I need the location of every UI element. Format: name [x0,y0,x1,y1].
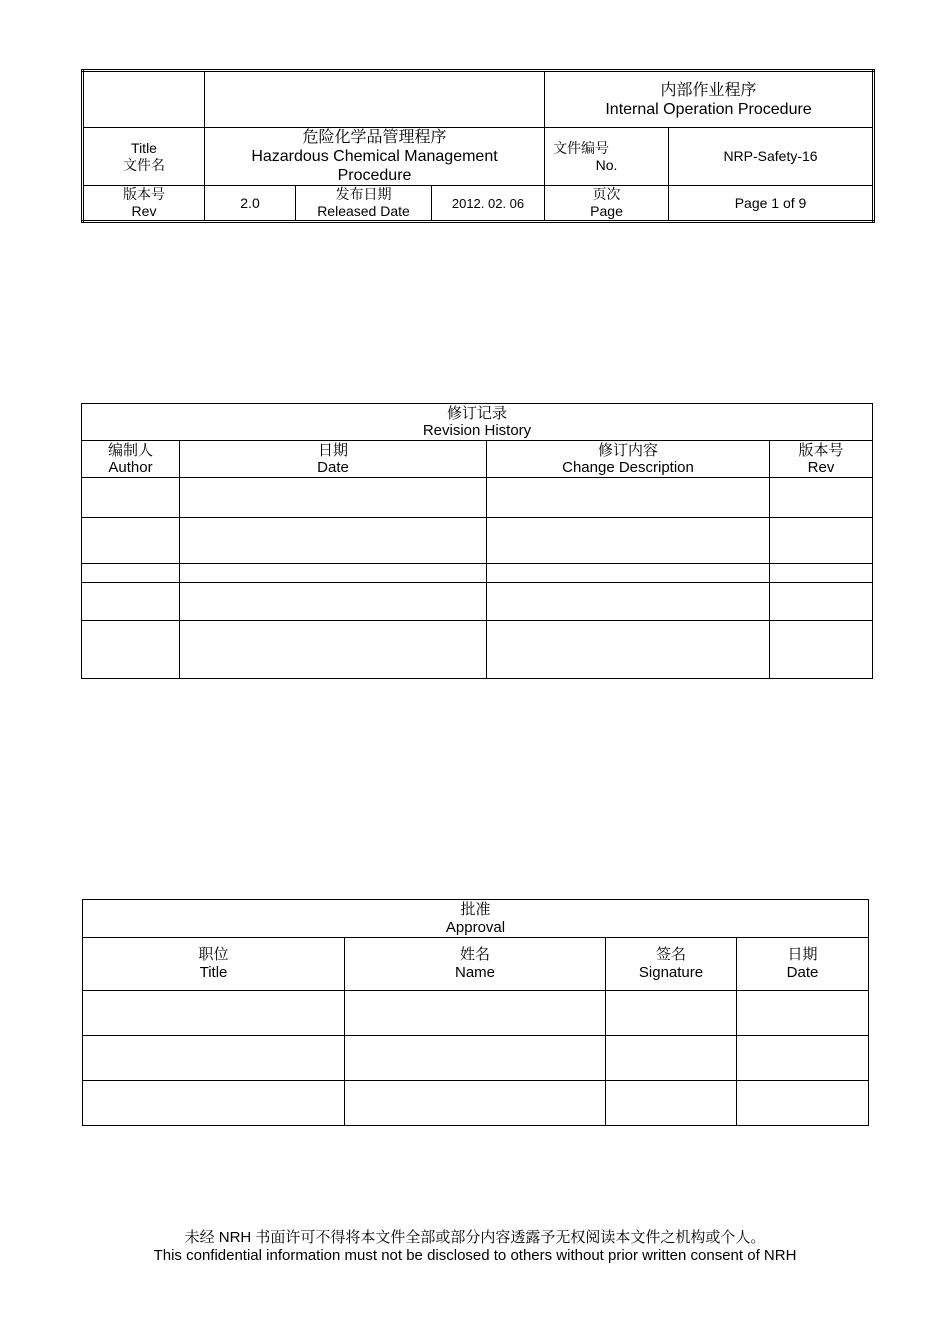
revision-cell [180,564,487,583]
revision-col-date [180,441,487,478]
page-label-cell [545,186,669,222]
doc-no-label-en: No. [595,156,618,173]
revision-header-row [82,441,873,478]
revision-history-title [82,404,873,441]
footer-line-en: This confidential information must not be disclosed to others without prior written consent of NRH [153,1247,797,1264]
logo-cell [83,71,205,128]
confidentiality-footer [0,1229,950,1265]
approval-cell [83,1036,345,1081]
document-type-cn: 内部作业程序 [660,81,757,99]
revision-col-description-en: Change Description [562,459,694,476]
footer-line-cn: 未经 NRH 书面许可不得将本文件全部或部分内容透露予无权阅读本文件之机构或个人。 [184,1229,766,1246]
title-label-cell [83,128,205,186]
approval-header-row [83,938,869,991]
approval-col-date [737,938,869,991]
approval-col-signature-en: Signature [638,964,704,981]
title-value-en-line2: Procedure [337,167,412,184]
revision-col-author [82,441,180,478]
revision-cell [180,478,487,518]
document-type-cell [545,71,874,128]
approval-col-name-cn: 姓名 [459,946,490,963]
revision-col-description [487,441,770,478]
approval-col-title-cn: 职位 [198,946,229,963]
rev-value: 2.0 [205,186,296,222]
revision-col-rev-en: Rev [807,459,835,476]
revision-col-description-cn: 修订内容 [597,442,658,459]
revision-row [82,621,873,679]
revision-cell [180,621,487,679]
approval-title-en: Approval [445,918,506,936]
title-value-cn: 危险化学品管理程序 [302,129,447,146]
revision-cell [82,564,180,583]
approval-cell [606,1081,737,1126]
approval-col-title [83,938,345,991]
revision-row [82,564,873,583]
approval-cell [345,1036,606,1081]
revision-cell [487,564,770,583]
approval-cell [345,1081,606,1126]
revision-col-date-en: Date [317,459,349,476]
doc-no-value: NRP-Safety-16 [669,128,874,186]
approval-col-date-cn: 日期 [787,946,818,963]
revision-history-title-cn: 修订记录 [446,405,507,422]
approval-cell [345,991,606,1036]
rev-label-en: Rev [131,203,157,219]
release-label-en: Released Date [317,203,410,219]
revision-cell [487,478,770,518]
revision-cell [770,564,873,583]
revision-cell [487,518,770,564]
approval-cell [737,991,869,1036]
approval-col-title-en: Title [199,964,228,981]
revision-col-author-en: Author [108,459,153,476]
revision-cell [180,583,487,621]
revision-row [82,478,873,518]
revision-cell [770,478,873,518]
revision-col-author-cn: 编制人 [107,442,153,459]
rev-label-cn: 版本号 [123,186,165,202]
title-label-en: Title [131,139,157,156]
revision-cell [770,583,873,621]
approval-col-date-en: Date [786,964,819,981]
rev-label-cell [83,186,205,222]
approval-title [83,900,869,938]
page-label-en: Page [590,203,623,219]
revision-cell [82,518,180,564]
approval-cell [606,1036,737,1081]
company-cell [205,71,545,128]
approval-col-name-en: Name [454,964,495,981]
approval-col-signature-cn: 签名 [655,946,686,963]
release-label-cell [296,186,432,222]
title-value-en-line1: Hazardous Chemical Management [251,148,498,165]
approval-cell [606,991,737,1036]
revision-history-title-en: Revision History [422,422,532,439]
revision-cell [487,583,770,621]
revision-cell [770,518,873,564]
approval-cell [83,1081,345,1126]
approval-col-name [345,938,606,991]
revision-col-rev-cn: 版本号 [798,442,844,459]
revision-col-date-cn: 日期 [317,442,348,459]
release-date-value: 2012. 02. 06 [432,186,545,222]
title-label-cn: 文件名 [123,156,165,173]
approval-cell [83,991,345,1036]
document-header-table [81,69,875,223]
approval-cell [737,1036,869,1081]
revision-cell [82,478,180,518]
revision-history-table [81,403,873,679]
approval-row [83,1036,869,1081]
document-type-en: Internal Operation Procedure [605,100,812,118]
approval-row [83,991,869,1036]
doc-no-label-cell [545,128,669,186]
revision-row [82,583,873,621]
revision-cell [82,621,180,679]
revision-cell [487,621,770,679]
page-value: Page 1 of 9 [669,186,874,222]
revision-cell [180,518,487,564]
doc-no-label-cn: 文件编号 [553,139,610,156]
approval-col-signature [606,938,737,991]
approval-table [82,899,869,1126]
revision-col-rev [770,441,873,478]
revision-row [82,518,873,564]
release-label-cn: 发布日期 [335,186,392,202]
revision-cell [82,583,180,621]
approval-title-cn: 批准 [460,900,491,918]
title-value-cell [205,128,545,186]
revision-cell [770,621,873,679]
approval-cell [737,1081,869,1126]
page-label-cn: 页次 [592,186,621,202]
approval-row [83,1081,869,1126]
